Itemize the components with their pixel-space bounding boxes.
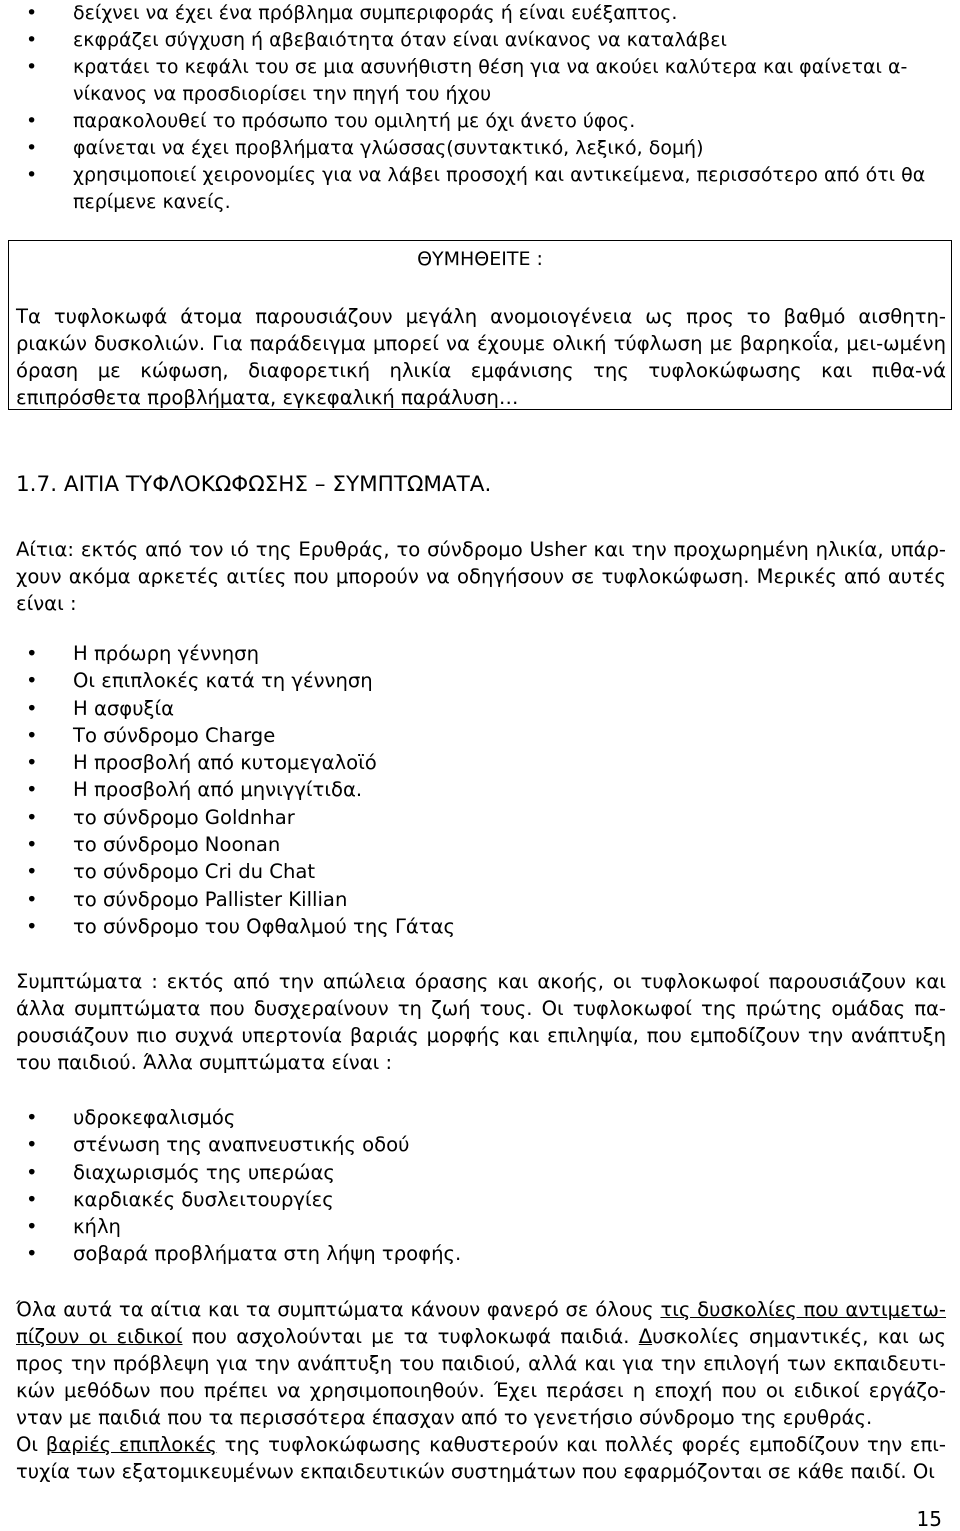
list-item: • κήλη [0,1213,960,1240]
list-item: • σοβαρά προβλήματα στη λήψη τροφής. [0,1240,960,1267]
list-item: • Η προσβολή από μηνιγγίτιδα. [0,776,960,803]
notice-text: Τα τυφλοκωφά άτομα παρουσιάζουν μεγάλη ανομοιογένεια ως προς το βαθμό αισθητη-ριακών δυσκολιών. Για παράδειγμα μπορεί να έχουμε ολική τύφλωση με βαρηκοΐα, μει-ωμένη όραση με κώφωση, διαφορετική ηλικία εμφάνισης της τυφλοκώφωσης και πιθα-νά επιπρόσθετα προβλήματα, εγκεφαλική παράλυση… [16,305,946,409]
list-item: • στένωση της αναπνευστικής οδού [0,1131,960,1158]
list-item: • Η προσβολή από κυτομεγαλοϊό [0,749,960,776]
closing-paragraph [16,1296,946,1431]
text-run: της τυφλοκώφωσης καθυστερούν και πολλές φορές εμποδίζουν την επι-τυχία των εξατομικευμένων εκπαιδευτικών συστημάτων που εφαρμόζονται σε κάθε παιδί. Οι [16,1433,946,1483]
list-item: • το σύνδρομο του Οφθαλμού της Γάτας [0,913,960,940]
complications-paragraph [16,1431,946,1485]
causes-list [0,640,960,940]
text-run: υσκολίες σημαντικές, και ως προς την πρόβλεψη για την ανάπτυξη του παιδιού, αλλά και για την επιλογή των εκπαιδευτι-κών μεθόδων που πρέπει να χρησιμοποιηθούν. Έχει περάσει η εποχή που οι ειδικοί εργάζο-νταν με παιδιά που τα περισσότερα έπασχαν από το γενετήσιο σύνδρομο της ερυθράς. [16,1325,946,1429]
notice-title: ΘΥΜΗΘΕΙΤΕ : [417,248,543,270]
page-number: 15 [916,1507,942,1531]
text-run: που ασχολούνται με τα τυφλοκωφά παιδιά. [182,1325,639,1348]
list-item: • το σύνδρομο Pallister Killian [0,886,960,913]
list-item: • διαχωρισμός της υπερώας [0,1159,960,1186]
list-item: • εκφράζει σύγχυση ή αβεβαιότητα όταν είναι ανίκανος να καταλάβει [0,27,960,54]
list-item: • κρατάει το κεφάλι του σε μια ασυνήθιστη θέση για να ακούει καλύτερα και φαίνεται α-νίκανος να προσδιορίσει την πηγή του ήχου [0,54,960,108]
list-item: • το σύνδρομο Cri du Chat [0,858,960,885]
underlined-phrase: βαρiές επιπλοκές [45,1433,217,1456]
list-item: • παρακολουθεί το πρόσωπο του ομιλητή με όχι άνετο ύφος. [0,108,960,135]
symptoms-list [0,1104,960,1268]
behavior-signs-list [0,0,960,216]
list-item: • υδροκεφαλισμός [0,1104,960,1131]
list-item: • δείχνει να έχει ένα πρόβλημα συμπεριφοράς ή είναι ευέξαπτος. [0,0,960,27]
list-item: • Το σύνδρομο Charge [0,722,960,749]
list-item: • το σύνδρομο Noonan [0,831,960,858]
list-item: • χρησιμοποιεί χειρονομίες για να λάβει προσοχή και αντικείμενα, περισσότερο από ότι θα περίμενε κανείς. [0,162,960,216]
list-item: • φαίνεται να έχει προβλήματα γλώσσας(συντακτικό, λεξικό, δομή) [0,135,960,162]
underlined-phrase: τις δυσκολίες που αντιμετω-πίζουν οι ειδικοί [16,1298,946,1348]
section-heading: 1.7. ΑΙΤΙΑ ΤΥΦΛΟΚΩΦΩΣΗΣ – ΣΥΜΠΤΩΜΑΤΑ. [16,472,492,497]
list-item: • καρδιακές δυσλειτουργίες [0,1186,960,1213]
list-item: • Η ασφυξία [0,695,960,722]
symptoms-paragraph: Συμπτώματα : εκτός από την απώλεια όρασης και ακοής, οι τυφλοκωφοί παρουσιάζουν και άλλα συμπτώματα που δυσχεραίνουν τη ζωή τους. Οι τυφλοκωφοί της πρώτης ομάδας πα-ρουσιάζουν πιο συχνά υπερτονία βαριάς μορφής και επιληψία, που εμποδίζουν την ανάπτυξη του παιδιού. Άλλα συμπτώματα είναι : [16,970,946,1074]
causes-paragraph: Αίτια: εκτός από τον ιό της Ερυθράς, το σύνδρομο Usher και την προχωρημένη ηλικία, υπάρ-χουν ακόμα αρκετές αιτίες που μπορούν να οδηγήσουν σε τυφλοκώφωση. Μερικές από αυτές είναι : [16,538,946,615]
list-item: • το σύνδρομο Goldnhar [0,804,960,831]
list-item: • Οι επιπλοκές κατά τη γέννηση [0,667,960,694]
text-run: Όλα αυτά τα αίτια και τα συμπτώματα κάνουν φανερό σε όλους [16,1298,661,1321]
underlined-letter: Δ [638,1325,653,1348]
list-item: • Η πρόωρη γέννηση [0,640,960,667]
text-run: Οι [16,1433,46,1456]
